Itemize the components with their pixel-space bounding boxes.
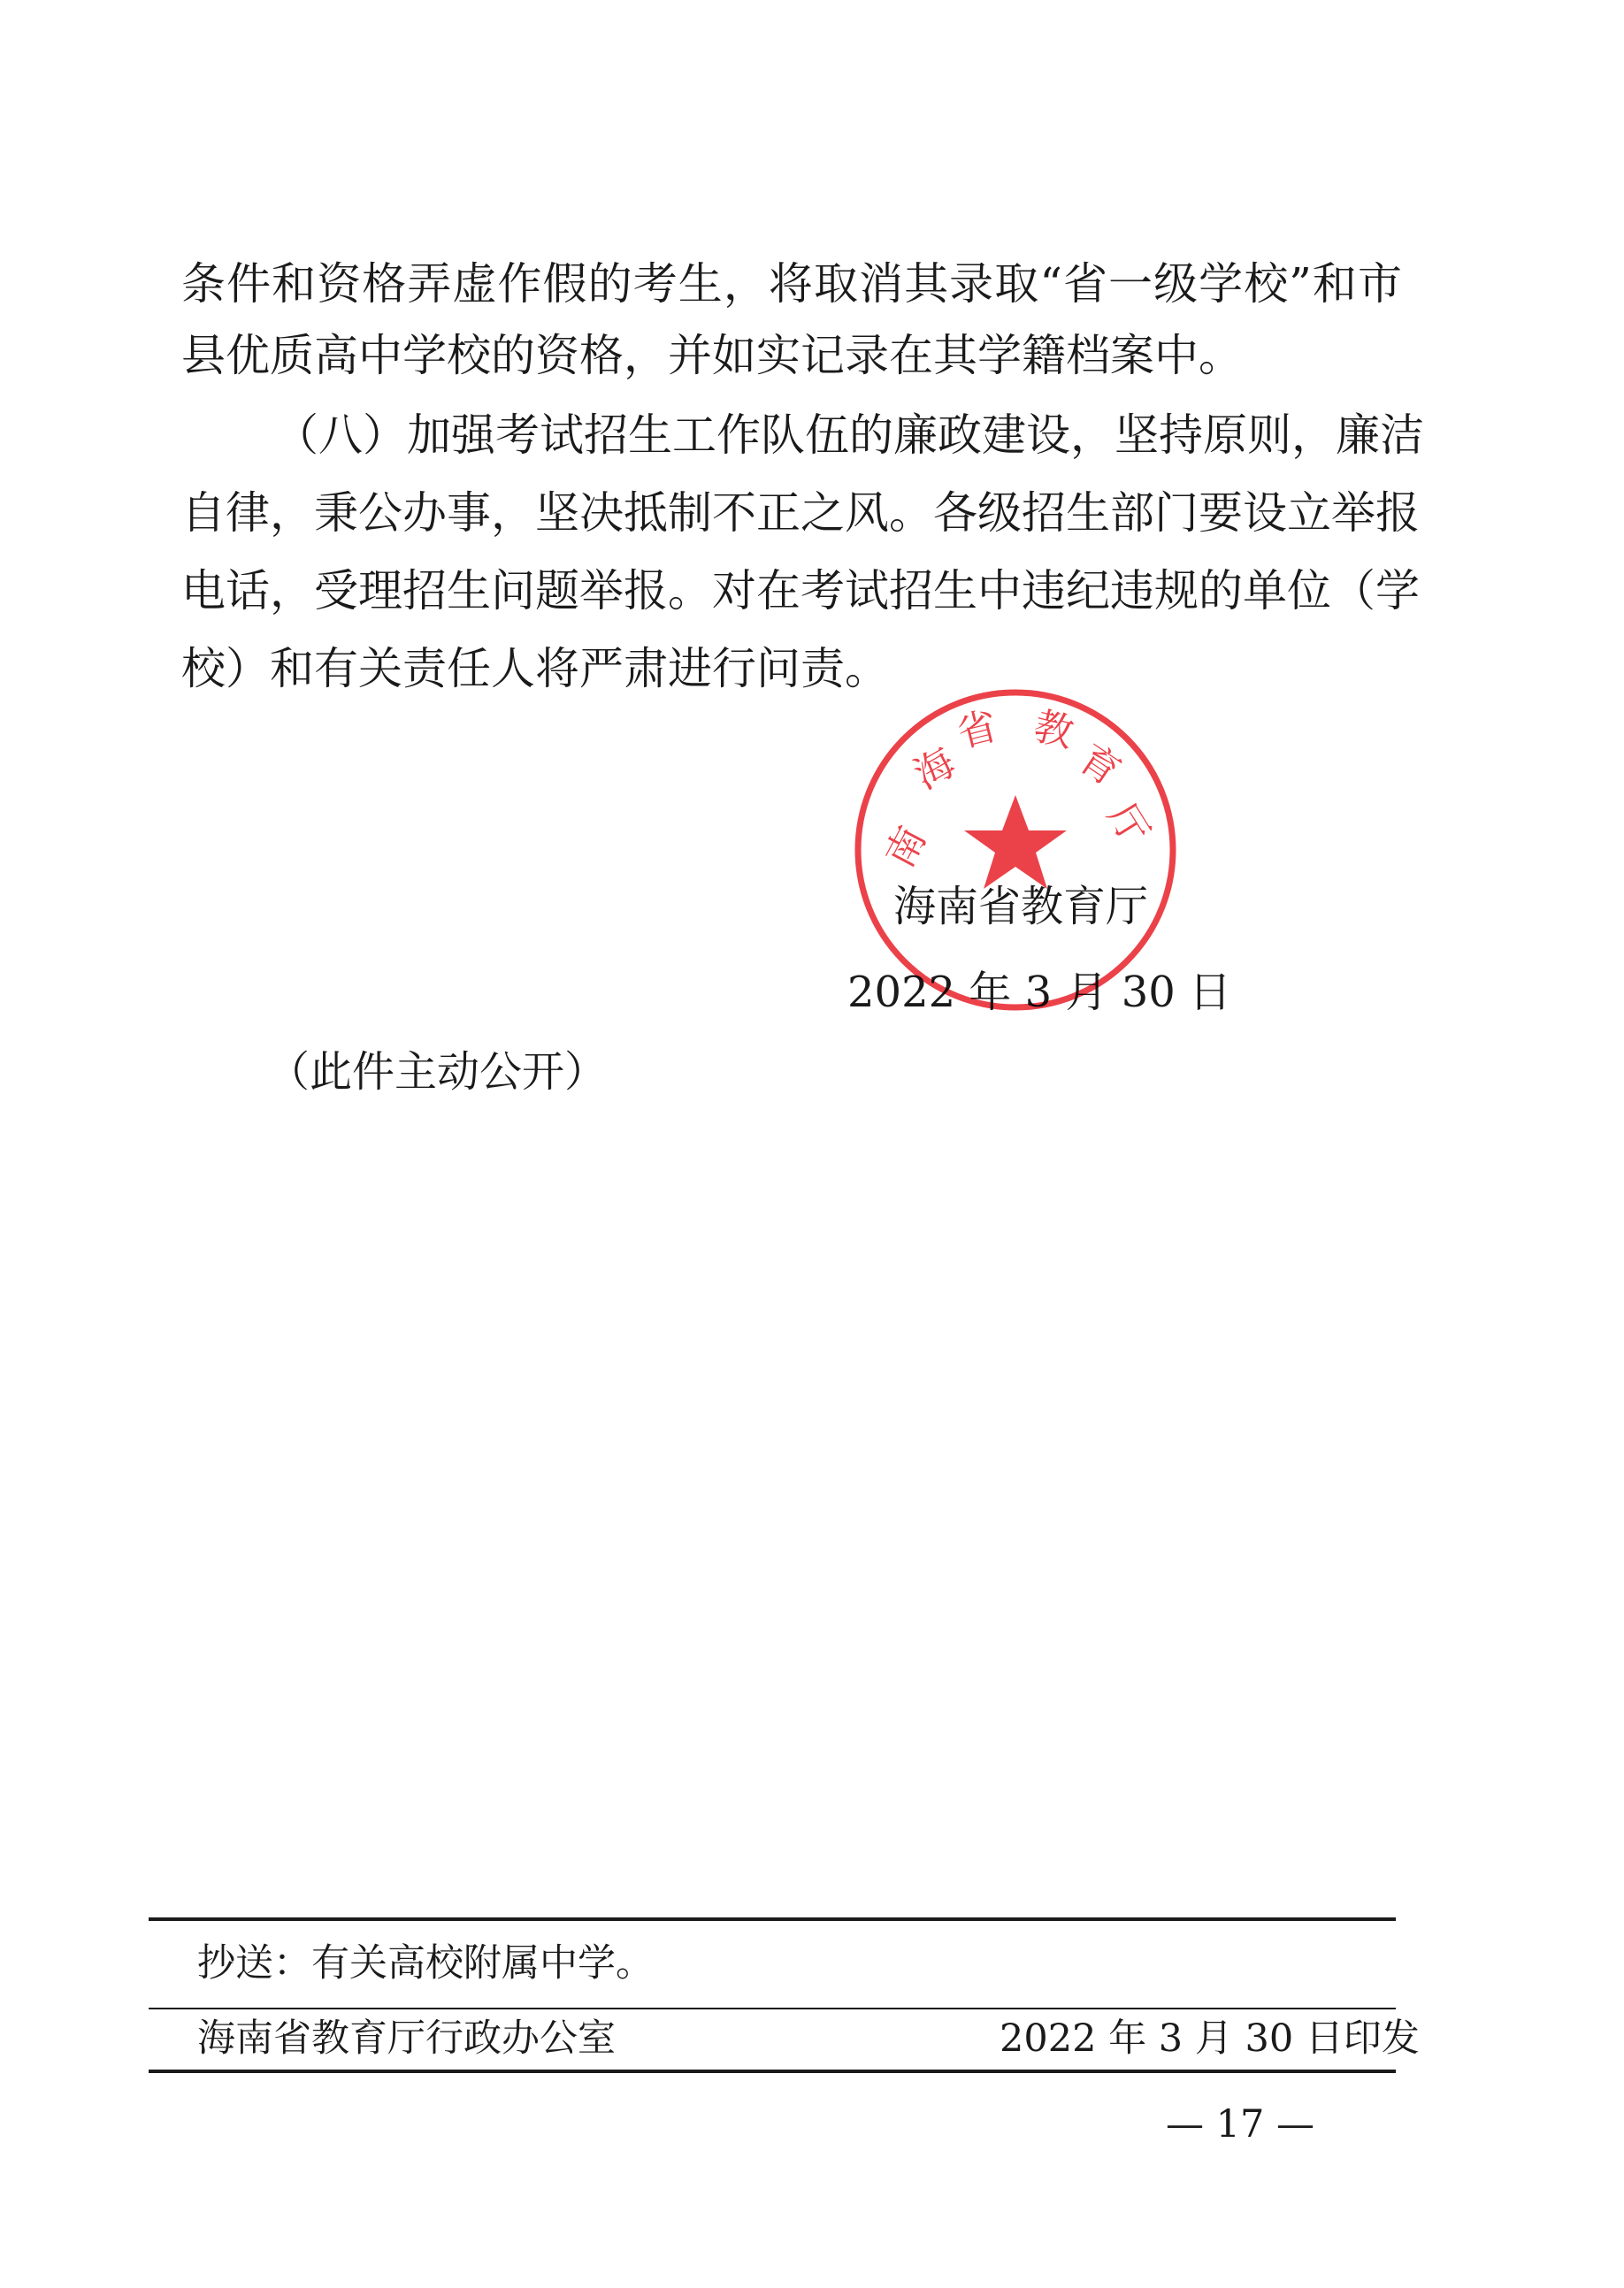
disclosure-note: （此件主动公开） [267, 1047, 608, 1097]
signature-organization: 海南省教育厅 [893, 882, 1149, 931]
body-line-5: 电话，受理招生问题举报。对在考试招生中违纪违规的单位（学 [181, 565, 1420, 616]
page-number: — 17 — [1166, 2102, 1315, 2146]
body-line-6: 校）和有关责任人将严肃进行问责。 [181, 643, 889, 694]
body-line-1: 条件和资格弄虚作假的考生，将取消其录取“省一级学校”和市 [181, 258, 1402, 310]
body-line-4: 自律，秉公办事，坚决抵制不正之风。各级招生部门要设立举报 [181, 487, 1420, 539]
signature-date: 2022 年 3 月 30 日 [847, 968, 1232, 1017]
svg-text:厅: 厅 [1099, 795, 1158, 853]
svg-text:育: 育 [1070, 736, 1129, 796]
official-seal [843, 683, 1188, 1017]
svg-text:海: 海 [906, 739, 963, 799]
body-line-2: 县优质高中学校的资格，并如实记录在其学籍档案中。 [181, 330, 1243, 381]
issuing-office: 海南省教育厅行政办公室 [197, 2016, 616, 2061]
svg-text:南: 南 [877, 819, 936, 876]
footer-rule-top [149, 1917, 1396, 1921]
footer-rule-middle [149, 2008, 1396, 2009]
svg-text:省: 省 [953, 703, 1002, 757]
cc-line: 抄送：有关高校附属中学。 [197, 1941, 654, 1986]
printed-date: 2022 年 3 月 30 日印发 [1000, 2016, 1420, 2061]
svg-text:教: 教 [1029, 703, 1078, 757]
body-line-3: （八）加强考试招生工作队伍的廉政建设，坚持原则，廉洁 [274, 409, 1424, 461]
footer-rule-bottom [149, 2070, 1396, 2073]
